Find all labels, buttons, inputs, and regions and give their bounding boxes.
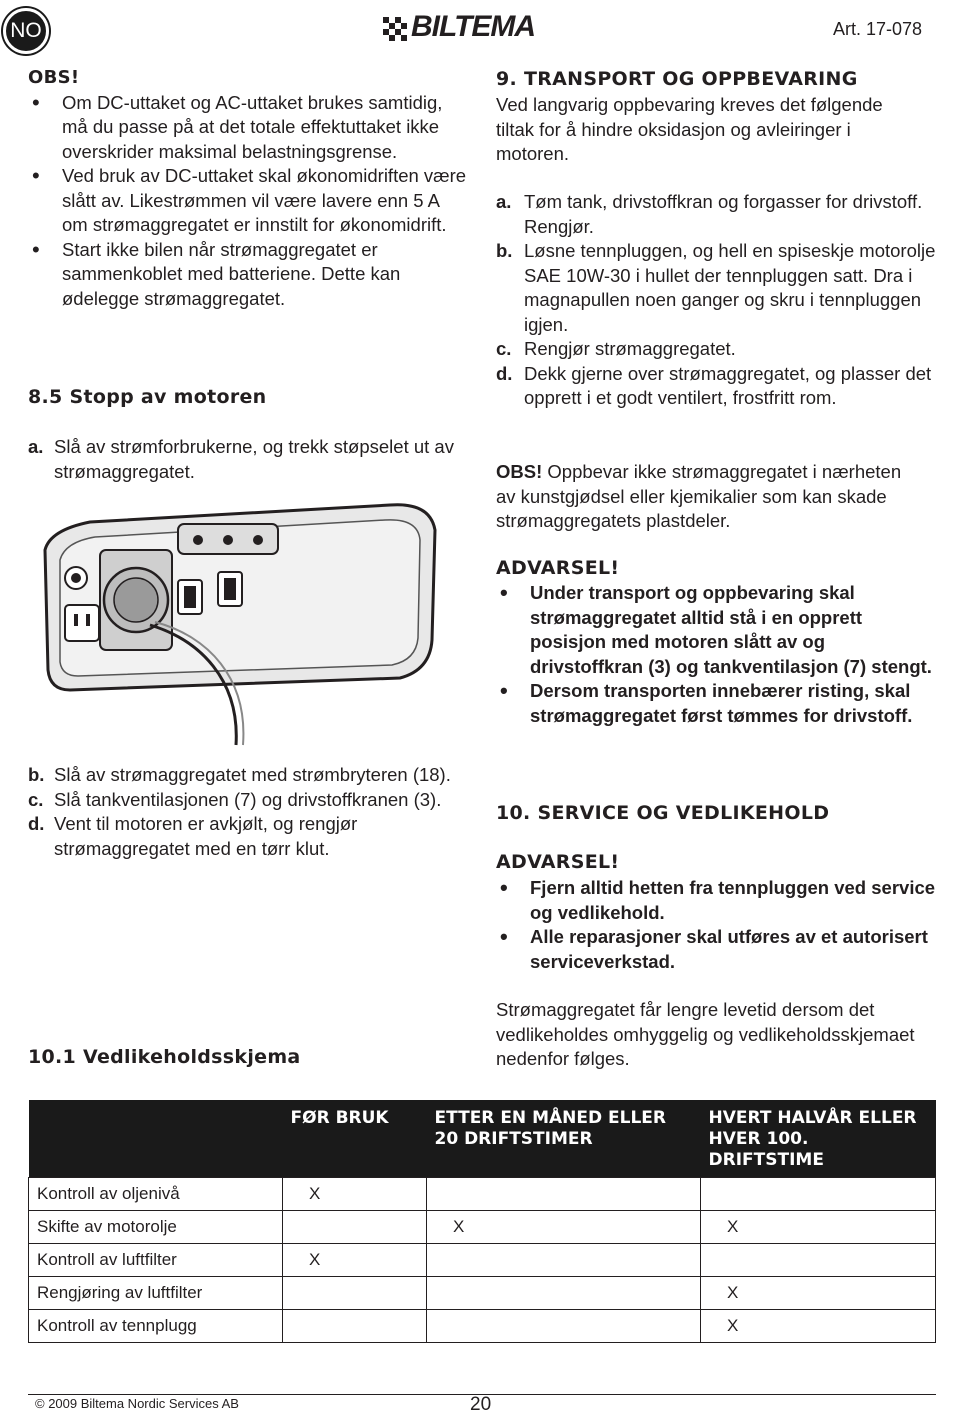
table-header: ETTER EN MÅNED ELLER 20 DRIFTSTIMER [427, 1100, 701, 1178]
table-row [29, 1244, 936, 1277]
list-item: • Under transport og oppbevaring skal strømaggregatet alltid stå i en opprett posisjon med motoren slått av og drivstoffkran (3) og tankventilasjon (7) stengt. [496, 581, 936, 679]
copyright: © 2009 Biltema Nordic Services AB [35, 1396, 239, 1411]
table-header [29, 1100, 283, 1178]
table-cell: Kontroll av tennplugg [29, 1310, 283, 1343]
table-cell: Kontroll av luftfilter [29, 1244, 283, 1277]
step-key: a. [28, 436, 44, 457]
list-item: • Fjern alltid hetten fra tennpluggen ved service og vedlikehold. [496, 876, 936, 925]
article-number: Art. 17-078 [832, 19, 922, 39]
warning-1-list [496, 581, 936, 728]
list-item: d. Dekk gjerne over strømaggregatet, og plasser det opprett i et godt ventilert, frostfritt rom. [496, 362, 932, 408]
closing-paragraph: Strømaggregatet får lengre levetid dersom det vedlikeholdes omhyggelig og vedlikeholdsskjemaet nedenfor følges. [496, 999, 915, 1069]
section-8-5-heading: 8.5 Stopp av motoren [28, 386, 267, 408]
checker-icon [383, 17, 409, 43]
table-header-row [29, 1100, 936, 1178]
section-9-heading: 9. TRANSPORT OG OPPBEVARING [496, 68, 858, 90]
table-cell [701, 1178, 936, 1211]
section-10-1-heading: 10.1 Vedlikeholdsskjema [28, 1046, 301, 1068]
table-cell [283, 1211, 427, 1244]
list-item: d. Vent til motoren er avkjølt, og rengjør strømaggregatet med en tørr klut. [28, 813, 358, 859]
language-badge [3, 8, 49, 54]
obs-label: OBS! [496, 461, 543, 482]
biltema-logo [383, 10, 583, 46]
table-row [29, 1211, 936, 1244]
control-panel-illustration [30, 490, 450, 750]
list-item: b. Løsne tennpluggen, og hell en spiseskje motorolje SAE 10W-30 i hullet der tennpluggen satt. Dra i magnapullen noen ganger og skru i tennpluggen igjen. [496, 240, 936, 335]
warning-1-title: ADVARSEL! [496, 557, 620, 579]
language-code: NO [10, 19, 42, 42]
table-cell: X [427, 1211, 701, 1244]
table-header: FØR BRUK [283, 1100, 427, 1178]
section-9-steps [496, 190, 936, 411]
obs-block [28, 66, 468, 311]
table-cell: Kontroll av oljenivå [29, 1178, 283, 1211]
warning-2-block [496, 876, 936, 974]
table-cell: Rengjøring av luftfilter [29, 1277, 283, 1310]
logo-wordmark: BILTEMA [411, 10, 536, 43]
maintenance-table [28, 1100, 936, 1343]
table-cell: X [701, 1310, 936, 1343]
obs-title: OBS! [28, 67, 80, 88]
table-cell [283, 1277, 427, 1310]
section-9-intro: Ved langvarig oppbevaring kreves det følgende tiltak for å hindre oksidasjon og avleiringer i motoren. [496, 94, 883, 164]
warning-2-title: ADVARSEL! [496, 851, 620, 873]
table-row [29, 1178, 936, 1211]
table-cell [701, 1244, 936, 1277]
table-row [29, 1310, 936, 1343]
step-text: Slå av strømforbrukerne, og trekk støpselet ut av strømaggregatet. [54, 436, 454, 482]
list-item: • Ved bruk av DC-uttaket skal økonomidriften være slått av. Likestrømmen vil være lavere enn 5 A om strømaggregatet er innstilt for økonomidrift. [28, 164, 468, 238]
steps-b-d [28, 763, 468, 861]
table-cell [283, 1310, 427, 1343]
table-cell [427, 1310, 701, 1343]
table-cell: X [701, 1211, 936, 1244]
list-item: a. Tøm tank, drivstoffkran og forgasser for drivstoff. Rengjør. [496, 191, 923, 237]
section-10-heading: 10. SERVICE OG VEDLIKEHOLD [496, 802, 830, 824]
table-cell: X [283, 1244, 427, 1277]
page-number: 20 [470, 1394, 492, 1415]
obs-list [28, 91, 468, 312]
warning-1-block [496, 581, 936, 728]
table-header: HVERT HALVÅR ELLER HVER 100. DRIFTSTIME [701, 1100, 936, 1178]
table-cell [427, 1244, 701, 1277]
obs-note [496, 460, 916, 534]
table-cell: X [701, 1277, 936, 1310]
table-cell [427, 1178, 701, 1211]
list-item: c. Rengjør strømaggregatet. [496, 338, 736, 359]
obs-text: Oppbevar ikke strømaggregatet i nærheten av kunstgjødsel eller kjemikalier som kan skade strømaggregatets plastdeler. [496, 461, 902, 531]
table-cell: X [283, 1178, 427, 1211]
list-item: c. Slå tankventilasjonen (7) og drivstoffkranen (3). [28, 788, 442, 810]
table-cell: Skifte av motorolje [29, 1211, 283, 1244]
warning-2-list [496, 876, 936, 974]
step-a [28, 435, 468, 484]
table-row [29, 1277, 936, 1310]
list-item: b. Slå av strømaggregatet med strømbryteren (18). [28, 764, 451, 785]
list-item: • Alle reparasjoner skal utføres av et autorisert serviceverkstad. [496, 925, 936, 974]
list-item: • Start ikke bilen når strømaggregatet er sammenkoblet med batteriene. Dette kan ødelegge strømaggregatet. [28, 238, 468, 312]
list-item: • Om DC-uttaket og AC-uttaket brukes samtidig, må du passe på at det totale effektuttaket ikke overskrider maksimal belastningsgrense. [28, 91, 468, 165]
table-cell [427, 1277, 701, 1310]
list-item: • Dersom transporten innebærer risting, skal strømaggregatet først tømmes for drivstoff. [496, 679, 936, 728]
